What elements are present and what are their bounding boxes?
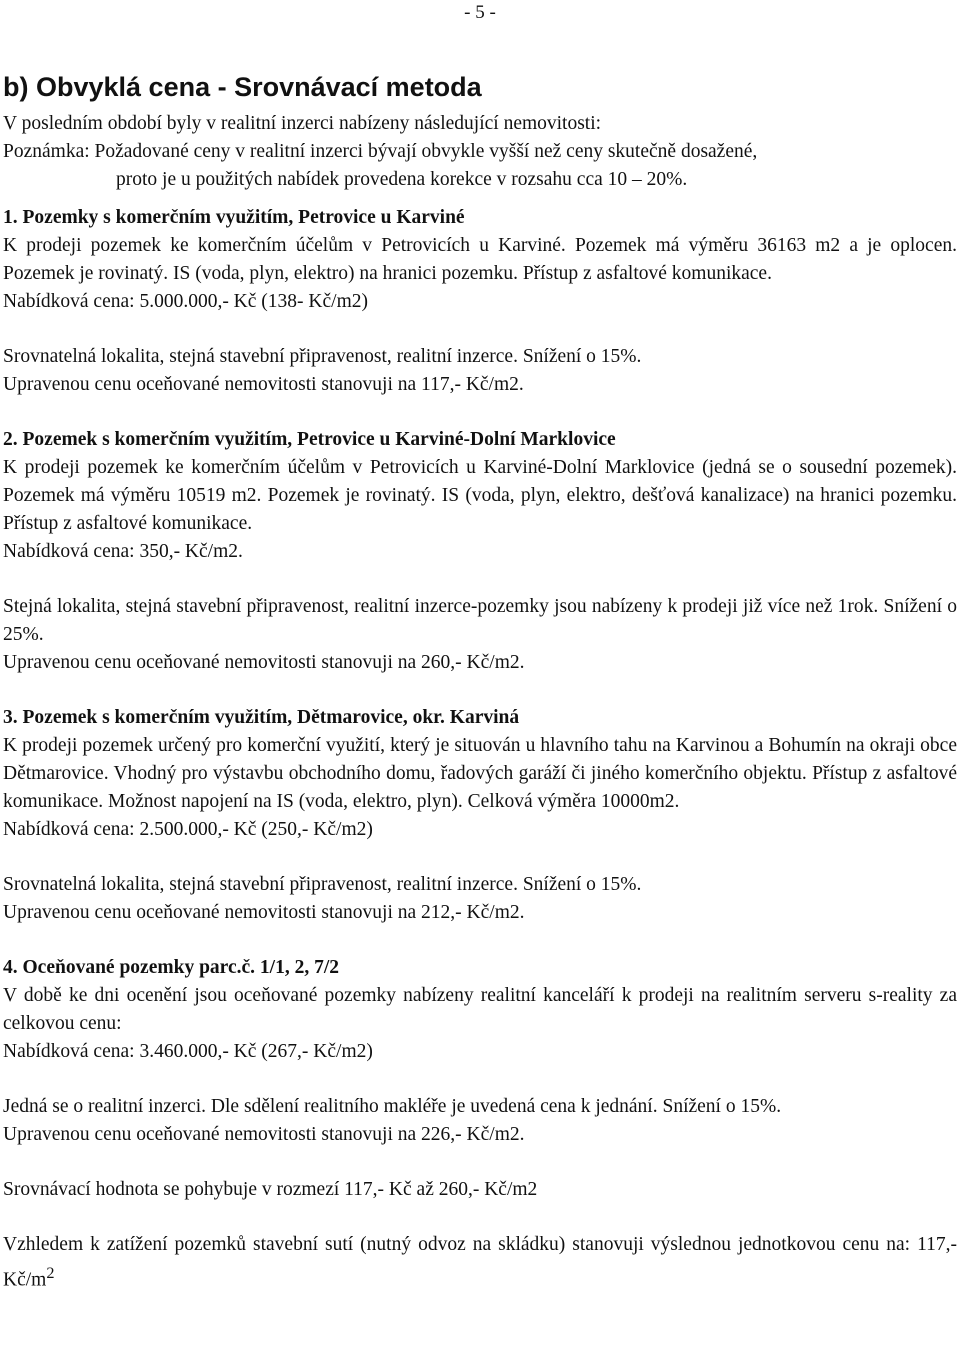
listing-adjusted-price: Upravenou cenu oceňované nemovitosti stanovuji na 260,- Kč/m2. [3,652,525,673]
listing-description: K prodeji pozemek ke komerčním účelům v Petrovicích u Karviné. Pozemek má výměru 36163 m2 a je oplocen. Pozemek je rovinatý. IS (voda, plyn, elektro) na hranici pozemku. Přístup z asfaltové komunikace. [3,235,957,284]
listing-description: V době ke dni ocenění jsou oceňované pozemky nabízeny realitní kanceláří k prodeji na realitním serveru s-reality za celkovou cenu: [3,985,957,1034]
listing-offer-price: Nabídková cena: 5.000.000,- Kč (138- Kč/m2) [3,291,368,312]
listing-adjusted-price: Upravenou cenu oceňované nemovitosti stanovuji na 226,- Kč/m2. [3,1124,525,1145]
listing-heading: 4. Oceňované pozemky parc.č. 1/1, 2, 7/2 [3,957,339,978]
intro-text: V posledním období byly v realitní inzerci nabízeny následující nemovitosti: [3,113,602,134]
comparison-range: Srovnávací hodnota se pohybuje v rozmezí 117,- Kč až 260,- Kč/m2 [3,1179,538,1200]
listing-1 [3,204,957,399]
listing-comparison: Jedná se o realitní inzerci. Dle sdělení realitního makléře je uvedená cena k jednání. Snížení o 15%. [3,1096,782,1117]
listing-2 [3,426,957,677]
listing-offer-price: Nabídková cena: 3.460.000,- Kč (267,- Kč/m2) [3,1041,373,1062]
unit-superscript: 2 [46,1264,55,1282]
listing-heading: 1. Pozemky s komerčním využitím, Petrovice u Karviné [3,207,465,228]
listing-comparison: Srovnatelná lokalita, stejná stavební připravenost, realitní inzerce. Snížení o 15%. [3,874,642,895]
note-text-continued: proto je u použitých nabídek provedena korekce v rozsahu cca 10 – 20%. [116,169,688,190]
document-body [3,70,957,1295]
listing-description: K prodeji pozemek ke komerčním účelům v Petrovicích u Karviné-Dolní Marklovice (jedná se o sousední pozemek). Pozemek má výměru 10519 m2. Pozemek je rovinatý. IS (voda, plyn, elektro, dešťová kanalizace) na hranici pozemku. Přístup z asfaltové komunikace. [3,457,957,534]
listing-offer-price: Nabídková cena: 350,- Kč/m2. [3,541,243,562]
page-number: - 5 - [464,2,496,23]
final-conclusion-text: Vzhledem k zatížení pozemků stavební sutí (nutný odvoz na skládku) stanovuji výslednou jednotkovou cenu na: 117,- Kč/m [3,1234,957,1291]
listing-adjusted-price: Upravenou cenu oceňované nemovitosti stanovuji na 117,- Kč/m2. [3,374,524,395]
listing-offer-price: Nabídková cena: 2.500.000,- Kč (250,- Kč/m2) [3,819,373,840]
final-conclusion [3,1231,957,1295]
listing-heading: 2. Pozemek s komerčním využitím, Petrovice u Karviné-Dolní Marklovice [3,429,616,450]
note-text: Poznámka: Požadované ceny v realitní inzerci bývají obvykle vyšší než ceny skutečně dosažené, [3,141,758,162]
listing-comparison: Srovnatelná lokalita, stejná stavební připravenost, realitní inzerce. Snížení o 15%. [3,346,642,367]
listing-comparison: Stejná lokalita, stejná stavební připravenost, realitní inzerce-pozemky jsou nabízeny k prodeji již více než 1rok. Snížení o 25%. [3,596,957,645]
listing-4 [3,954,957,1149]
listing-heading: 3. Pozemek s komerčním využitím, Dětmarovice, okr. Karviná [3,707,520,728]
listing-adjusted-price: Upravenou cenu oceňované nemovitosti stanovuji na 212,- Kč/m2. [3,902,525,923]
page-title: b) Obvyklá cena - Srovnávací metoda [3,72,482,102]
listing-3 [3,704,957,927]
listing-description: K prodeji pozemek určený pro komerční využití, který je situován u hlavního tahu na Karvinou a Bohumín na okraji obce Dětmarovice. Vhodný pro výstavbu obchodního domu, řadových garáží či jiného komerčního objektu. Přístup z asfaltové komunikace. Možnost napojení na IS (voda, elektro, plyn). Celková výměra 10000m2. [3,735,957,812]
